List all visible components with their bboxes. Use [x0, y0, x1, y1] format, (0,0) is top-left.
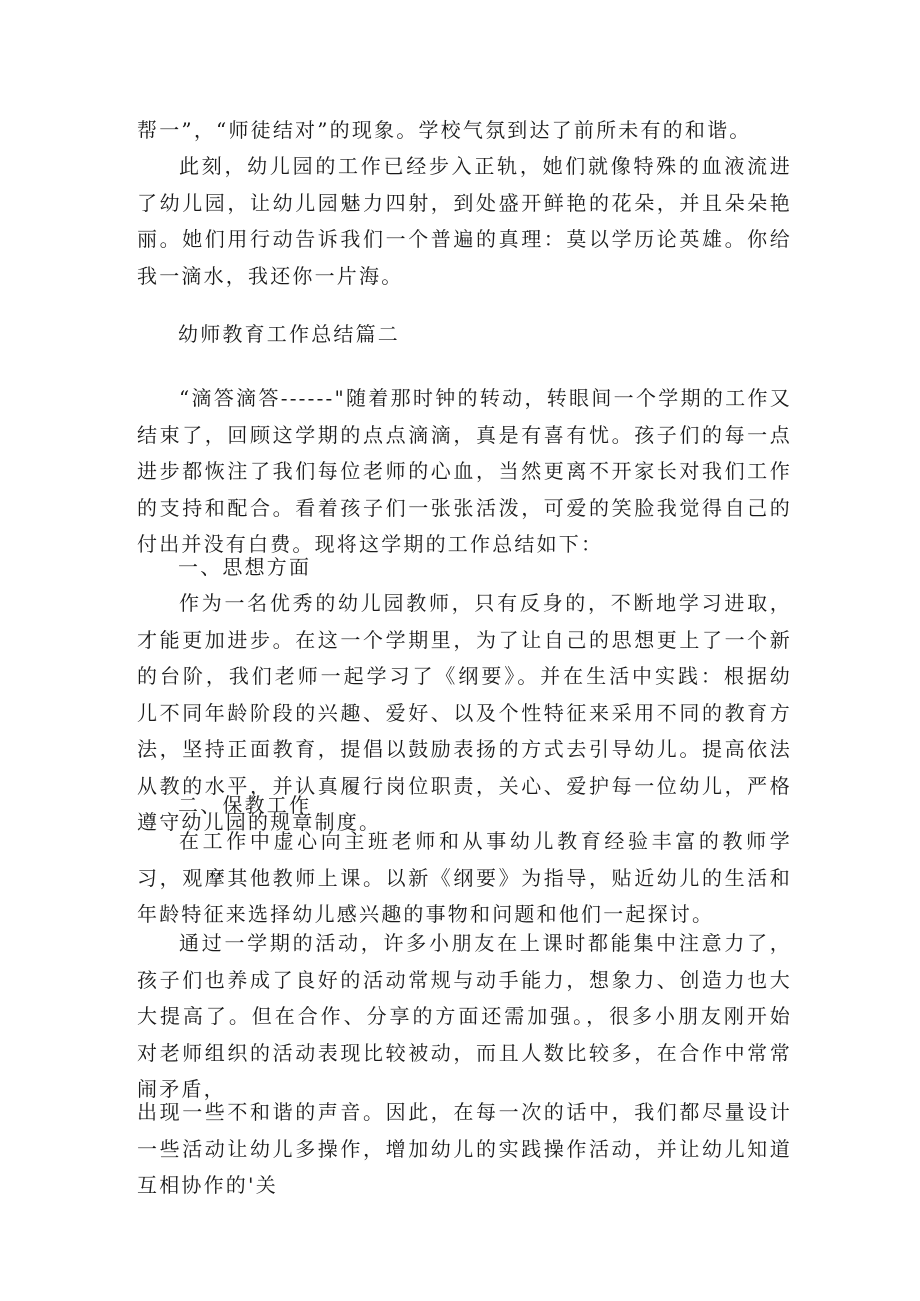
section-title: 幼师教育工作总结篇二	[178, 322, 400, 346]
paragraph-6: 通过一学期的活动，许多小朋友在上课时都能集中注意力了，孩子们也养成了良好的活动常规与动手能力，想象力、创造力也大大提高了。但在合作、分享的方面还需加强。，很多小朋友刚开始对老师组织的活动表现比较被动，而且人数比较多，在合作中常常闹矛盾，	[137, 931, 792, 1101]
paragraph-4: 作为一名优秀的幼儿园教师，只有反身的，不断地学习进取，才能更加进步。在这一个学期里，为了让自己的思想更上了一个新的台阶，我们老师一起学习了《纲要》。并在生活中实践：根据幼儿不同年龄阶段的兴趣、爱好、以及个性特征来采用不同的教育方法，坚持正面教育，提倡以鼓励表扬的方式去引导幼儿。提高依法从教的水平，并认真履行岗位职责，关心、爱护每一位幼儿，严格遵守幼儿园的规章制度。	[137, 591, 792, 834]
paragraph-2: 此刻，幼儿园的工作已经步入正轨，她们就像特殊的血液流进了幼儿园，让幼儿园魅力四射，到处盛开鲜艳的花朵，并且朵朵艳丽。她们用行动告诉我们一个普遍的真理：莫以学历论英雄。你给我一滴水，我还你一片海。	[137, 154, 792, 288]
paragraph-1: 帮一”，“师徒结对”的现象。学校气氛到达了前所未有的和谐。	[137, 118, 752, 142]
heading-care-education: 二、保教工作	[178, 793, 312, 817]
paragraph-5: 在工作中虚心向主班老师和从事幼儿教育经验丰富的教师学习，观摩其他教师上课。以新《纲要》为指导，贴近幼儿的生活和年龄特征来选择幼儿感兴趣的事物和问题和他们一起探讨。	[137, 829, 792, 926]
paragraph-7: 出现一些不和谐的声音。因此，在每一次的话中，我们都尽量设计一些活动让幼儿多操作，增加幼儿的实践操作活动，并让幼儿知道互相协作的'关	[137, 1100, 792, 1197]
heading-thought: 一、思想方面	[178, 555, 312, 579]
paragraph-3: “滴答滴答------"随着那时钟的转动，转眼间一个学期的工作又结束了，回顾这学期的点点滴滴，真是有喜有忧。孩子们的每一点进步都恢注了我们每位老师的心血，当然更离不开家长对我们工作的支持和配合。看着孩子们一张张活泼，可爱的笑脸我觉得自己的付出并没有白费。现将这学期的工作总结如下：	[137, 386, 792, 556]
